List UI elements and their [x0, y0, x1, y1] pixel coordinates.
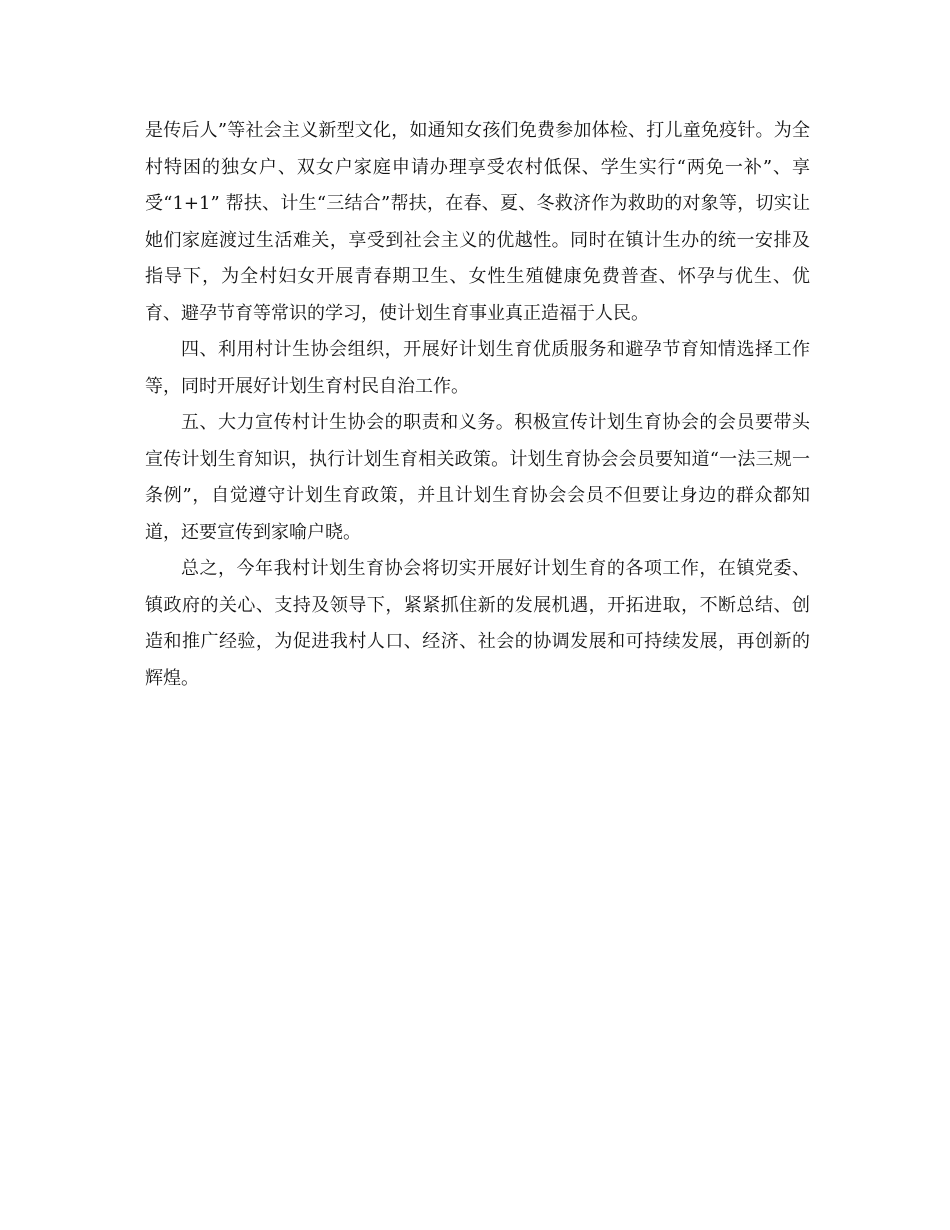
paragraph-conclusion: 总之，今年我村计划生育协会将切实开展好计划生育的各项工作，在镇党委、镇政府的关心、支持及领导下，紧紧抓住新的发展机遇，开拓进取，不断总结、创造和推广经验，为促进我村人口、经济、社会的协调发展和可持续发展，再创新的辉煌。 — [145, 558, 810, 689]
paragraph-item-four: 四、利用村计生协会组织，开展好计划生育优质服务和避孕节育知情选择工作等，同时开展好计划生育村民自治工作。 — [145, 339, 810, 397]
document-body — [145, 113, 810, 697]
paragraph-continuation: 是传后人”等社会主义新型文化，如通知女孩们免费参加体检、打儿童免疫针。为全村特困的独女户、双女户家庭申请办理享受农村低保、学生实行“两免一补”、享受“1+1” 帮扶、计生“三结合”帮扶，在春、夏、冬救济作为救助的对象等，切实让她们家庭渡过生活难关，享受到社会主义的优越性。同时在镇计生办的统一安排及指导下，为全村妇女开展青春期卫生、女性生殖健康免费普查、怀孕与优生、优育、避孕节育等常识的学习，使计划生育事业真正造福于人民。 — [145, 120, 810, 324]
paragraph-item-five: 五、大力宣传村计生协会的职责和义务。积极宣传计划生育协会的会员要带头宣传计划生育知识，执行计划生育相关政策。计划生育协会会员要知道“一法三规一条例”，自觉遵守计划生育政策，并且计划生育协会会员不但要让身边的群众都知道，还要宣传到家喻户晓。 — [145, 412, 810, 543]
